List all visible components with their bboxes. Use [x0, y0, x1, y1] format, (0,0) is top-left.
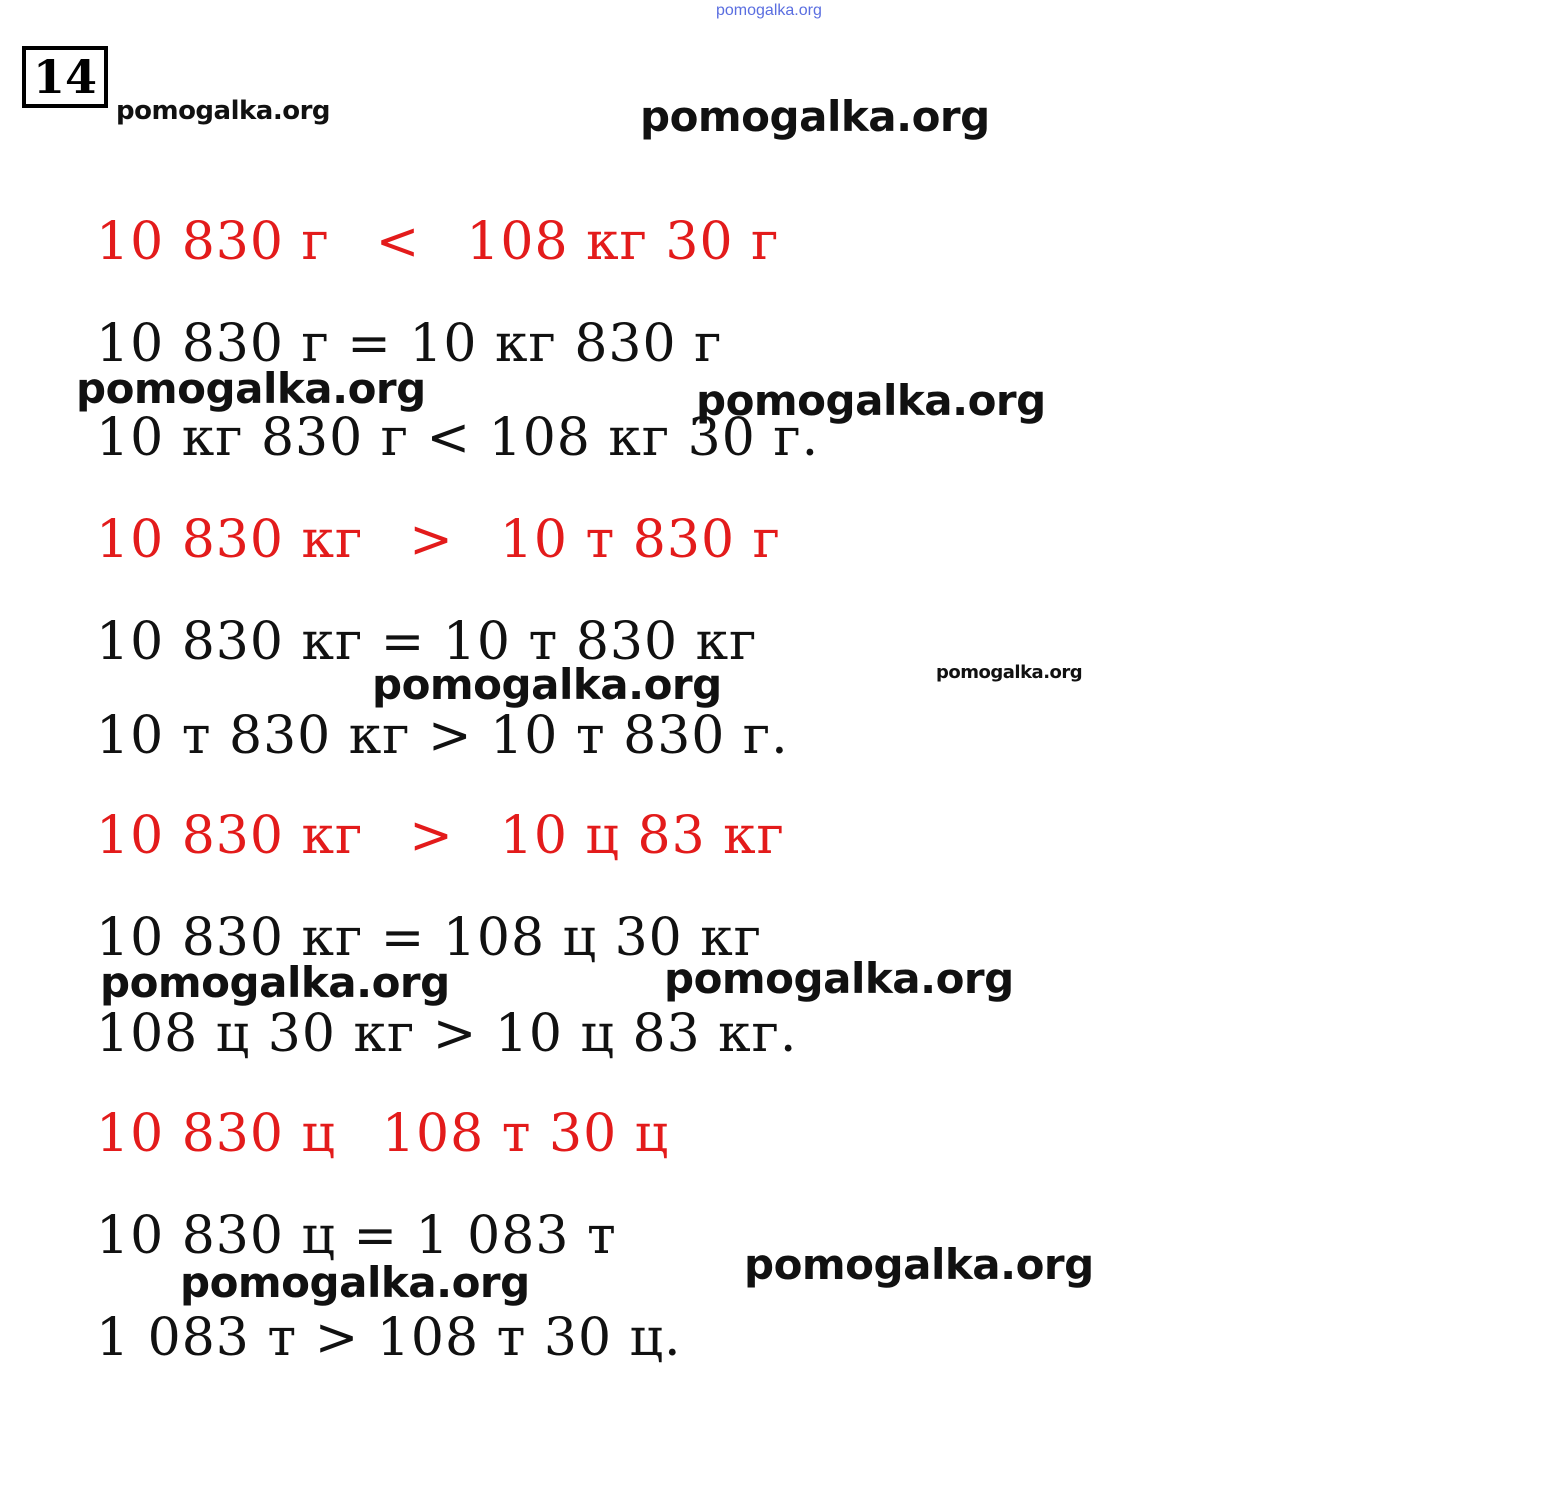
watermark-1: pomogalka.org	[76, 364, 426, 413]
watermark-8: pomogalka.org	[744, 1240, 1094, 1289]
step-1-1: 10 830 г = 10 кг 830 г	[96, 314, 723, 374]
watermark-4: pomogalka.org	[936, 662, 1083, 683]
comparison-2-right: 10 т 830 г	[499, 510, 781, 570]
watermark-5: pomogalka.org	[100, 958, 450, 1007]
task-number: 14	[22, 46, 108, 108]
step-2-2: 10 т 830 кг > 10 т 830 г.	[96, 706, 789, 766]
step-2-1: 10 830 кг = 10 т 830 кг	[96, 612, 758, 672]
comparison-2-left: 10 830 кг	[96, 510, 364, 570]
comparison-3-left: 10 830 кг	[96, 806, 364, 866]
comparison-2-sign: >	[409, 510, 454, 570]
comparison-2	[96, 510, 781, 570]
comparison-3-right: 10 ц 83 кг	[499, 806, 785, 866]
top-watermark: pomogalka.org	[716, 2, 822, 19]
comparison-3-sign: >	[409, 806, 454, 866]
watermark-3: pomogalka.org	[372, 660, 722, 709]
comparison-1-left: 10 830 г	[96, 212, 330, 272]
comparison-3	[96, 806, 785, 866]
step-4-1: 10 830 ц = 1 083 т	[96, 1206, 617, 1266]
comparison-1-sign: <	[375, 212, 421, 272]
step-3-1: 10 830 кг = 108 ц 30 кг	[96, 908, 763, 968]
comparison-1-right: 108 кг 30 г	[466, 212, 780, 272]
comparison-4-left: 10 830 ц	[96, 1104, 336, 1164]
watermark-6: pomogalka.org	[664, 954, 1014, 1003]
watermark-title: pomogalka.org	[640, 92, 990, 141]
step-1-2: 10 кг 830 г < 108 кг 30 г.	[96, 408, 820, 468]
comparison-4-right: 108 т 30 ц	[381, 1104, 670, 1164]
comparison-1	[96, 212, 779, 272]
step-3-2: 108 ц 30 кг > 10 ц 83 кг.	[96, 1004, 798, 1064]
watermark-small: pomogalka.org	[116, 96, 331, 126]
watermark-2: pomogalka.org	[696, 376, 1046, 425]
step-4-2: 1 083 т > 108 т 30 ц.	[96, 1308, 682, 1368]
watermark-7: pomogalka.org	[180, 1258, 530, 1307]
comparison-4	[96, 1104, 669, 1164]
